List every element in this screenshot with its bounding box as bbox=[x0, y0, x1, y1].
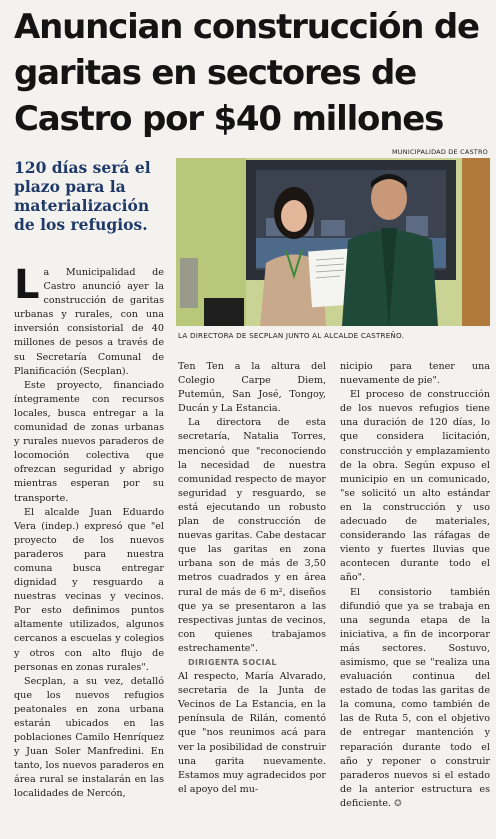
paragraph: El alcalde Juan Eduardo Vera (indep.) expresó que "el proyecto de los nuevos paraderos para nuestra comuna busca entregar dignidad y resguardo a nuestras vecinas y vecinos. Por esto definimos puntos altamente utilizados, algunos cercanos a escuelas y colegios y otros con alto flujo de personas en zonas rurales". bbox=[14, 506, 164, 673]
photo-credit: MUNICIPALIDAD DE CASTRO bbox=[392, 148, 488, 156]
photo-illustration bbox=[176, 158, 490, 326]
section-heading: DIRIGENTA SOCIAL bbox=[188, 657, 277, 667]
paragraph: La directora de esta secretaría, Natalia Torres, mencionó que "reconociendo la necesidad de nuestra comunidad respecto de mayor seguridad y resguardo, se está ejecutando un robusto plan de construcción de nuevas garitas. Cabe destacar que las garitas en zona urbana son de más de 3,50 metros cuadrados y en área rural de más de 6 m², diseños que ya se presentaron a las respectivas juntas de vecinos, con quienes trabajamos estrechamente". bbox=[178, 417, 326, 654]
paragraph: El consistorio también difundió que ya se trabaja en una segunda etapa de la iniciativa, a fin de incorporar más sectores. Sostuvo, asimismo, que se "realiza una evaluación continua del estado de todas las garitas de la comuna, como también de las de Ruta 5, con el objetivo de entregar mantención y reparación durante todo el año y reponer o construir paraderos nuevos si el estado de la anterior estructura es deficiente. ✪ bbox=[340, 586, 490, 809]
paragraph: Al respecto, María Alvarado, secretaria de la Junta de Vecinos de La Estancia, en la península de Rilán, comentó que "nos reunimos acá para ver la posibilidad de construir una garita nuevamente. Estamos muy agradecidos por el apoyo del mu- bbox=[178, 671, 326, 795]
paragraph: nicipio para tener una nuevamente de pie". bbox=[340, 361, 490, 387]
drop-cap: L bbox=[14, 262, 40, 308]
end-mark-icon: ✪ bbox=[394, 798, 402, 809]
paragraph: La Municipalidad de Castro anunció ayer la construcción de garitas urbanas y rurales, con una inversión consistorial de 40 millones de pesos a través de su Secretaría Comunal de Planificación (Secplan). bbox=[14, 262, 164, 377]
article-column-2 bbox=[178, 360, 326, 797]
paragraph: Este proyecto, financiado íntegramente con recursos locales, busca entregar a la comunidad de zonas urbanas y rurales nuevos paraderos de locomoción colectiva que ofrezcan seguridad y abrigo mientras esperan por su transporte. bbox=[14, 379, 164, 504]
subhead: 120 días será el plazo para la materialización de los refugios. bbox=[14, 158, 151, 234]
article-column-3 bbox=[340, 360, 490, 811]
paragraph: Ten Ten a la altura del Colegio Carpe Diem, Putemún, San José, Tongoy, Ducán y La Estancia. bbox=[178, 361, 326, 415]
article-column-1 bbox=[14, 262, 164, 802]
photo-caption: LA DIRECTORA DE SECPLAN JUNTO AL ALCALDE CASTREÑO. bbox=[178, 331, 405, 340]
headline: Anuncian construcción de garitas en sectores de Castro por $40 millones bbox=[14, 7, 479, 139]
paragraph: Secplan, a su vez, detalló que los nuevos refugios peatonales en zona urbana estarán ubicados en las poblaciones Camilo Henríquez y Juan Soler Manfredini. En tanto, los nuevos paraderos en área rural se instalarán en las localidades de Nercón, bbox=[14, 675, 164, 800]
paragraph: El proceso de construcción de los nuevos refugios tiene una duración de 120 días, lo que considera licitación, construcción y emplazamiento de la obra. Según expuso el municipio en un comunicado, "se solicitó un alto estándar en la construcción y uso adecuado de materiales, considerando las ráfagas de viento y fuertes lluvias que acontecen durante todo el año". bbox=[340, 389, 490, 584]
article-photo bbox=[176, 158, 490, 326]
